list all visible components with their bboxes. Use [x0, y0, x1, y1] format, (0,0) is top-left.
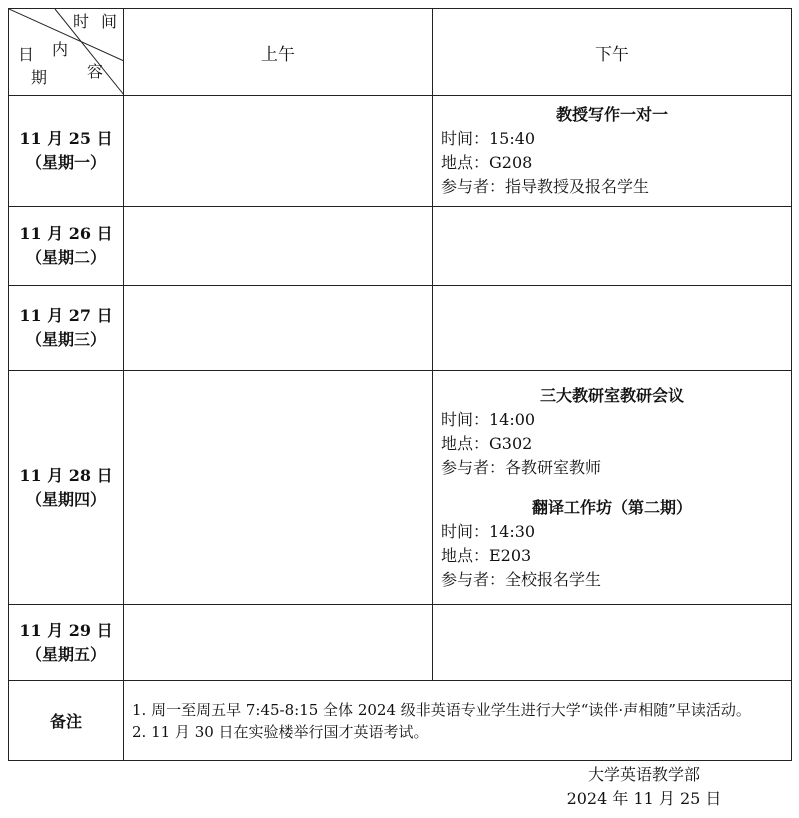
- date-text: 11 月 28 日: [19, 465, 113, 485]
- event-place: 地点：G208: [441, 153, 533, 172]
- event-place: 地点：E203: [441, 545, 532, 565]
- notes-row: [9, 681, 792, 761]
- corner-time-1: 时: [73, 12, 90, 31]
- event-time: 时间：15:40: [441, 129, 536, 148]
- date-cell: [9, 371, 124, 605]
- am-cell: [124, 605, 433, 681]
- corner-content-2: 容: [87, 62, 104, 81]
- table-row: [9, 286, 792, 371]
- date-cell: [9, 207, 124, 286]
- pm-cell: [433, 605, 792, 681]
- am-header: 上午: [124, 9, 433, 96]
- corner-time-2: 间: [101, 12, 118, 31]
- notes-cell: [124, 681, 792, 761]
- event-time: 时间：14:00: [441, 409, 536, 429]
- note-item: 1. 周一至周五早 7:45-8:15 全体 2024 级非英语专业学生进行大学“读伴·声相随”早读活动。: [132, 700, 751, 719]
- date-cell: [9, 96, 124, 207]
- event-participants: 参与者：指导教授及报名学生: [441, 177, 650, 196]
- header-row: [9, 9, 792, 96]
- date-text: 11 月 27 日: [19, 306, 113, 325]
- date-text: 11 月 25 日: [19, 129, 113, 148]
- am-cell: [124, 286, 433, 371]
- am-cell: [124, 371, 433, 605]
- schedule-table: [8, 8, 792, 761]
- table-row: [9, 371, 792, 605]
- note-item: 2. 11 月 30 日在实验楼举行国才英语考试。: [132, 722, 429, 741]
- pm-cell: [433, 371, 792, 605]
- am-cell: [124, 207, 433, 286]
- event-time: 时间：14:30: [441, 521, 536, 541]
- date-text: 11 月 29 日: [19, 620, 113, 640]
- event-title: 三大教研室教研会议: [539, 385, 684, 405]
- table-row: [9, 207, 792, 286]
- am-cell: [124, 96, 433, 207]
- pm-cell: [433, 207, 792, 286]
- corner-date-2: 期: [31, 68, 48, 87]
- event-place: 地点：G302: [441, 433, 533, 453]
- pm-header: 下午: [433, 9, 792, 96]
- weekday-text: （星期一）: [25, 153, 106, 172]
- notes-label: 备注: [9, 681, 124, 761]
- weekday-text: （星期二）: [25, 248, 106, 267]
- event-title: 翻译工作坊（第二期）: [531, 497, 692, 517]
- date-cell: [9, 286, 124, 371]
- weekday-text: （星期四）: [25, 489, 106, 509]
- pm-cell: [433, 286, 792, 371]
- corner-date-1: 日: [18, 45, 35, 64]
- date-cell: [9, 605, 124, 681]
- date-text: 11 月 26 日: [19, 224, 113, 243]
- table-row: [9, 605, 792, 681]
- diagonal-header-cell: [9, 9, 124, 96]
- weekday-text: （星期五）: [25, 644, 106, 664]
- event-participants: 参与者：全校报名学生: [441, 569, 602, 589]
- footer-date: 2024 年 11 月 25 日: [566, 789, 722, 808]
- pm-cell: [433, 96, 792, 207]
- footer-department: 大学英语教学部: [587, 765, 700, 784]
- weekday-text: （星期三）: [25, 330, 106, 349]
- event-participants: 参与者：各教研室教师: [441, 457, 602, 477]
- corner-content-1: 内: [52, 40, 69, 59]
- event-title: 教授写作一对一: [555, 105, 668, 124]
- table-row: [9, 96, 792, 207]
